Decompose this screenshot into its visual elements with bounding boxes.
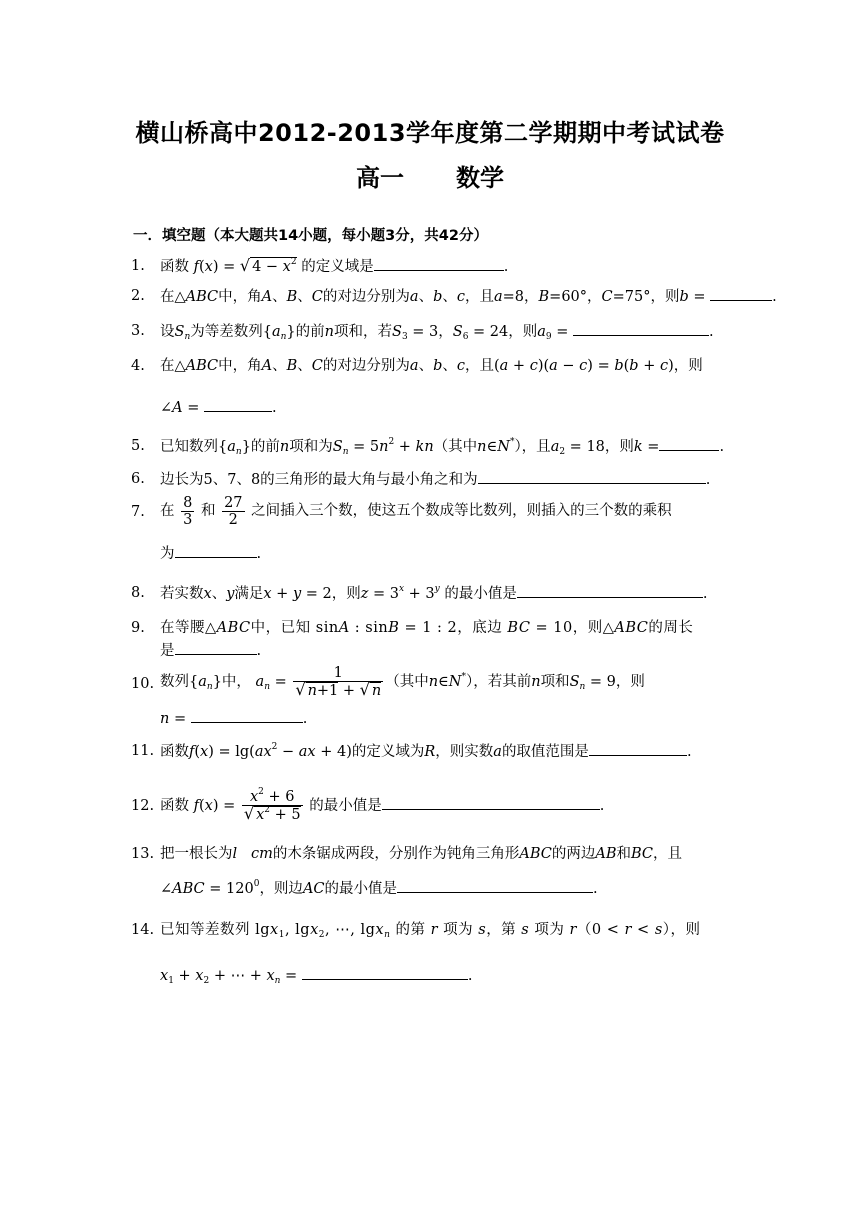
question-5: 已知数列$\{a_n\}$的前n项和为$S_n = 5n^2 + kn$（其中n∈N*），且$a_2 = 18$，则k = . <box>160 437 725 457</box>
exam-subtitle <box>0 158 860 193</box>
question-9: 在等腰△ABC中，已知 sinA : sinB = 1 : 2，底边 BC = 10，则△ABC的周长 <box>160 620 694 636</box>
question-number: 5. <box>131 438 145 454</box>
section-heading: 一．填空题（本大题共14小题，每小题3分，共42分） <box>133 228 488 244</box>
question-2: 在△ABC中，角A、B、C的对边分别为a、b、c，且a=8，B=60°，C=75°，则b = . <box>160 289 777 305</box>
question-number: 2. <box>131 288 145 304</box>
question-number: 3. <box>131 323 145 339</box>
question-6: 边长为5、7、8的三角形的最大角与最小角之和为 . <box>160 472 711 488</box>
question-number: 12. <box>131 798 155 814</box>
question-13: 把一根长为l cm的木条锯成两段，分别作为钝角三角形ABC的两边AB和BC，且 <box>160 846 683 862</box>
question-number: 11. <box>131 743 155 759</box>
question-4: 在△ABC中，角A、B、C的对边分别为a、b、c，且(a + c)(a − c) = b(b + c)，则 <box>160 358 703 374</box>
question-number: 8. <box>131 585 145 601</box>
subject-label: 数学 <box>456 164 504 192</box>
grade-label: 高一 <box>356 164 404 192</box>
question-12: 函数 f(x) = $\frac{x^2 + 6}{√ x^2 + 5}$ 的最小值是 . <box>160 787 605 823</box>
question-number: 6. <box>131 471 145 487</box>
question-number: 14. <box>131 922 155 938</box>
question-number: 1. <box>131 258 145 274</box>
question-number: 4. <box>131 358 145 374</box>
question-8: 若实数x、y满足x + y = 2，则$z = 3^x + 3^y$ 的最小值是 . <box>160 584 708 602</box>
question-number: 13. <box>131 846 155 862</box>
question-7: 在 $\frac{8}{3}$ 和 $\frac{27}{2}$ 之间插入三个数，使这五个数成等比数列，则插入的三个数的乘积 <box>160 494 672 528</box>
question-1: 函数 f(x) = √ $4 - x^2$ 的定义域是 . <box>160 256 509 275</box>
question-number: 7. <box>131 504 145 520</box>
question-number: 10. <box>131 676 155 692</box>
question-11: 函数$f(x) = \lg(ax^2$ − ax + 4)的定义域为R，则实数a的取值范围是 . <box>160 742 692 760</box>
question-7-cont: 为 . <box>160 546 262 562</box>
question-14-cont: $x_1 + x_2$ + ⋯ + $x_n$ = . <box>160 968 473 986</box>
question-number: 9. <box>131 620 145 636</box>
question-4-cont: ∠A = . <box>160 400 277 416</box>
question-14: 已知等差数列 lgx$_1$, lgx$_2$, ⋯, lgx$_n$ 的第 r 项为 s，第 s 项为 r（0 < r < s），则 <box>160 922 701 940</box>
question-3: 设$S_n$为等差数列$\{a_n\}$的前n项和，若$S_3 = 3$，$S_6 = 24$，则$a_9$ = . <box>160 324 714 342</box>
question-10: 数列$\{a_n\}$中， $a_n$ = $\frac{1}{√ n+1 + √ n}$ （其中n∈N*），若其前n项和$S_n = 9$，则 <box>160 665 645 699</box>
question-9-cont: 是 . <box>160 643 262 659</box>
exam-title: 横山桥高中2012-2013学年度第二学期期中考试试卷 <box>135 119 725 147</box>
question-10-cont: n = . <box>160 711 308 727</box>
question-13-cont: ∠ABC = $120^0$，则边AC的最小值是 . <box>160 879 598 897</box>
